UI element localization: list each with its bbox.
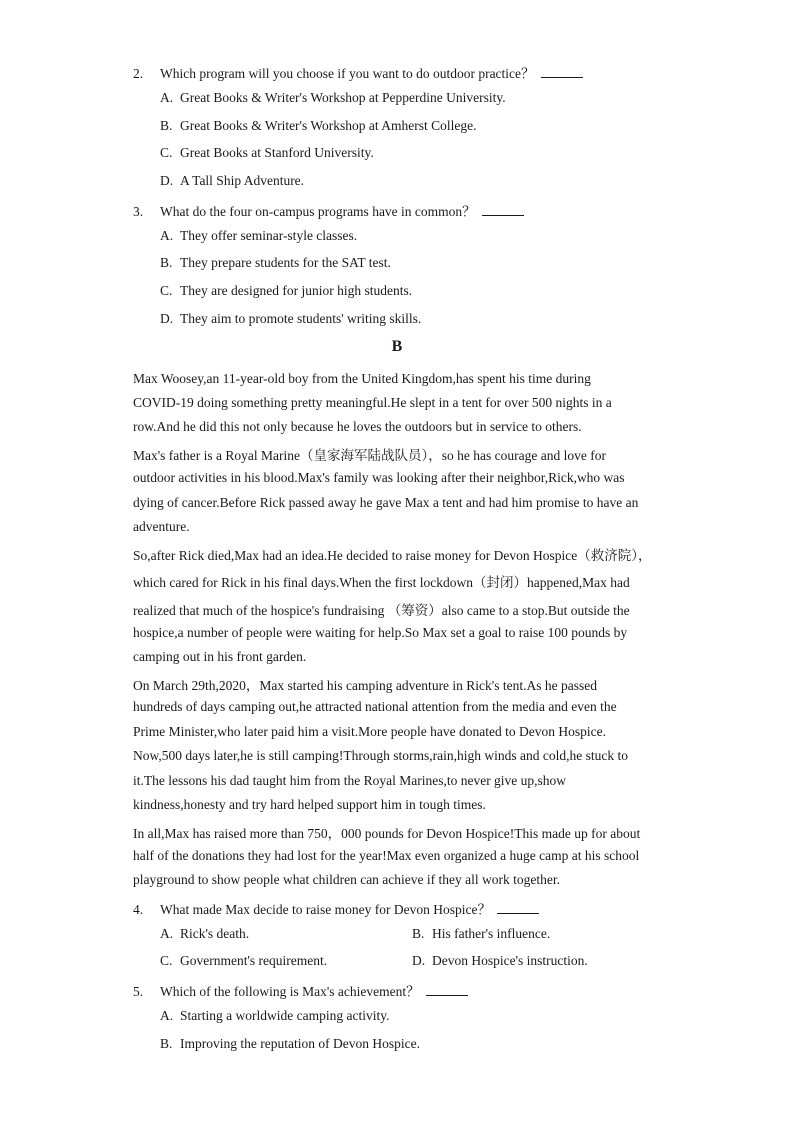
question-text: What made Max decide to raise money for Devon Hospice？: [160, 902, 492, 917]
option-letter: D.: [412, 953, 426, 968]
option-letter: B.: [160, 255, 173, 270]
option-text: Improving the reputation of Devon Hospice.: [180, 1036, 420, 1051]
section-title: B: [391, 338, 403, 355]
option-letter: D.: [160, 311, 174, 326]
option-4b[interactable]: [412, 926, 550, 942]
option-text: Rick's death.: [180, 926, 250, 941]
option-letter: B.: [412, 926, 425, 941]
option-text: Government's requirement.: [180, 953, 328, 968]
option-2b[interactable]: [160, 118, 477, 134]
option-letter: D.: [160, 173, 174, 188]
question-number: 5.: [133, 984, 144, 999]
option-letter: B.: [160, 1036, 173, 1051]
option-text: His father's influence.: [432, 926, 551, 941]
passage-line: Max's father is a Royal Marine（皇家海军陆战队员），so he has courage and love for: [133, 448, 606, 463]
passage-line: adventure.: [133, 519, 190, 534]
answer-blank[interactable]: [541, 65, 583, 78]
passage-line: half of the donations they had lost for the year!Max even organized a huge camp at his school: [133, 848, 640, 863]
question-text: Which program will you choose if you want to do outdoor practice？: [160, 66, 535, 81]
passage-line: On March 29th,2020，Max started his camping adventure in Rick's tent.As he passed: [133, 678, 597, 693]
question-number: 3.: [133, 204, 144, 219]
option-text: They are designed for junior high students.: [180, 283, 413, 298]
option-2a[interactable]: [160, 90, 506, 106]
option-text: They prepare students for the SAT test.: [180, 255, 391, 270]
question-number: 2.: [133, 66, 144, 81]
option-4d[interactable]: [412, 953, 588, 969]
option-text: Great Books at Stanford University.: [180, 145, 374, 160]
option-4c[interactable]: [160, 953, 327, 969]
option-text: Devon Hospice's instruction.: [432, 953, 588, 968]
option-letter: A.: [160, 926, 174, 941]
question-2: [133, 62, 583, 82]
option-text: Great Books & Writer's Workshop at Amherst College.: [180, 118, 477, 133]
question-5: [133, 980, 468, 1000]
question-4: [133, 898, 539, 918]
option-4a[interactable]: [160, 926, 249, 942]
answer-blank[interactable]: [497, 901, 539, 914]
passage-line: playground to show people what children can achieve if they all work together.: [133, 872, 560, 887]
option-2d[interactable]: [160, 173, 304, 189]
option-letter: B.: [160, 118, 173, 133]
option-text: Starting a worldwide camping activity.: [180, 1008, 390, 1023]
option-5a[interactable]: [160, 1008, 389, 1024]
answer-blank[interactable]: [426, 983, 468, 996]
passage-line: COVID-19 doing something pretty meaningful.He slept in a tent for over 500 nights in a: [133, 395, 612, 410]
option-letter: A.: [160, 1008, 174, 1023]
passage-line: hospice,a number of people were waiting for help.So Max set a goal to raise 100 pounds by: [133, 625, 628, 640]
option-letter: C.: [160, 283, 173, 298]
option-3b[interactable]: [160, 255, 391, 271]
passage-line: row.And he did this not only because he loves the outdoors but in service to others.: [133, 419, 582, 434]
option-text: Great Books & Writer's Workshop at Pepperdine University.: [180, 90, 506, 105]
question-3: [133, 200, 524, 220]
option-letter: A.: [160, 228, 174, 243]
option-letter: A.: [160, 90, 174, 105]
option-letter: C.: [160, 953, 173, 968]
option-3d[interactable]: [160, 311, 421, 327]
passage-line: So,after Rick died,Max had an idea.He decided to raise money for Devon Hospice（救济院），: [133, 548, 652, 563]
passage-line: In all,Max has raised more than 750，000 pounds for Devon Hospice!This made up for about: [133, 826, 641, 841]
passage-line: Now,500 days later,he is still camping!Through storms,rain,high winds and cold,he stuck to: [133, 748, 629, 763]
passage-line: which cared for Rick in his final days.When the first lockdown（封闭）happened,Max had: [133, 575, 630, 590]
question-number: 4.: [133, 902, 144, 917]
passage-line: Prime Minister,who later paid him a visit.More people have donated to Devon Hospice.: [133, 724, 606, 739]
option-text: They aim to promote students' writing skills.: [180, 311, 422, 326]
option-2c[interactable]: [160, 145, 374, 161]
question-text: What do the four on-campus programs have in common？: [160, 204, 476, 219]
option-3c[interactable]: [160, 283, 412, 299]
passage-line: dying of cancer.Before Rick passed away he gave Max a tent and had him promise to have an: [133, 495, 639, 510]
passage-line: camping out in his front garden.: [133, 649, 307, 664]
option-5b[interactable]: [160, 1036, 420, 1052]
passage-line: Max Woosey,an 11-year-old boy from the United Kingdom,has spent his time during: [133, 371, 591, 386]
passage-line: realized that much of the hospice's fundraising （筹资）also came to a stop.But outside the: [133, 603, 630, 618]
question-text: Which of the following is Max's achievement？: [160, 984, 420, 999]
passage-line: it.The lessons his dad taught him from the Royal Marines,to never give up,show: [133, 773, 567, 788]
passage-line: kindness,honesty and try hard helped support him in tough times.: [133, 797, 486, 812]
answer-blank[interactable]: [482, 203, 524, 216]
option-text: They offer seminar-style classes.: [180, 228, 358, 243]
option-text: A Tall Ship Adventure.: [180, 173, 305, 188]
passage-line: outdoor activities in his blood.Max's family was looking after their neighbor,Rick,who was: [133, 470, 625, 485]
option-3a[interactable]: [160, 228, 357, 244]
option-letter: C.: [160, 145, 173, 160]
passage-line: hundreds of days camping out,he attracted national attention from the media and even the: [133, 699, 617, 714]
